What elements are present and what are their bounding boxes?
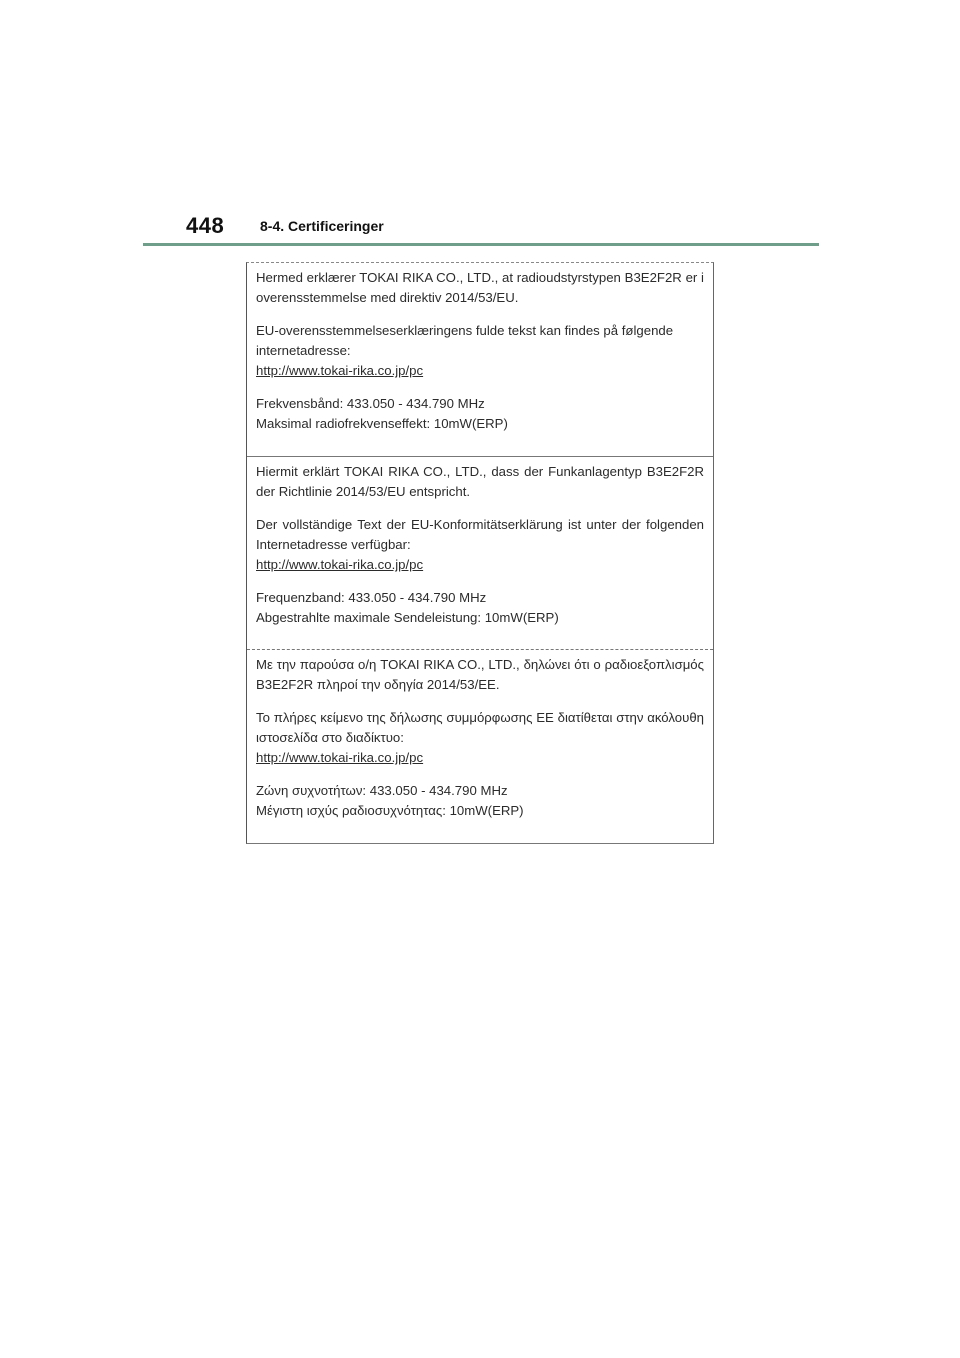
declaration-greek bbox=[247, 649, 713, 843]
declaration-url-link[interactable]: http://www.tokai-rika.co.jp/pc bbox=[256, 750, 424, 765]
declaration-fulltext-note: EU-overensstemmelseserklæringens fulde tekst kan findes på følgende internetadresse: bbox=[256, 323, 674, 358]
header-divider bbox=[143, 243, 819, 246]
max-power: Maksimal radiofrekvenseffekt: 10mW(ERP) bbox=[256, 416, 508, 431]
declaration-fulltext-note: Der vollständige Text der EU-Konformitätserklärung ist unter der folgenden Internetadresse verfügbar: bbox=[256, 517, 704, 552]
declaration-statement: Hermed erklærer TOKAI RIKA CO., LTD., at radioudstyrstypen B3E2F2R er i overensstemmelse med direktiv 2014/53/EU. bbox=[256, 270, 704, 305]
section-title: 8-4. Certificeringer bbox=[260, 218, 384, 234]
certification-table bbox=[246, 262, 714, 844]
page-header bbox=[0, 0, 960, 250]
declaration-statement: Με την παρούσα ο/η TOKAI RIKA CO., LTD., δηλώνει ότι ο ραδιοεξοπλισμός B3E2F2R πληροί την οδηγία 2014/53/ΕΕ. bbox=[256, 657, 704, 692]
frequency-band: Ζώνη συχνοτήτων: 433.050 - 434.790 MHz bbox=[256, 783, 508, 798]
frequency-band: Frequenzband: 433.050 - 434.790 MHz bbox=[256, 590, 487, 605]
declaration-url-link[interactable]: http://www.tokai-rika.co.jp/pc bbox=[256, 557, 424, 572]
frequency-band: Frekvensbånd: 433.050 - 434.790 MHz bbox=[256, 396, 485, 411]
declaration-url-link[interactable]: http://www.tokai-rika.co.jp/pc bbox=[256, 363, 424, 378]
page-number: 448 bbox=[186, 213, 225, 238]
max-power: Μέγιστη ισχύς ραδιοσυχνότητας: 10mW(ERP) bbox=[256, 803, 524, 818]
declaration-danish bbox=[247, 263, 713, 455]
declaration-statement: Hiermit erklärt TOKAI RIKA CO., LTD., dass der Funkanlagentyp B3E2F2R der Richtlinie 2014/53/EU entspricht. bbox=[256, 464, 704, 499]
declaration-german bbox=[247, 456, 713, 649]
declaration-fulltext-note: Το πλήρες κείμενο της δήλωσης συμμόρφωσης ΕΕ διατίθεται στην ακόλουθη ιστοσελίδα στο διαδίκτυο: bbox=[256, 710, 704, 745]
max-power: Abgestrahlte maximale Sendeleistung: 10mW(ERP) bbox=[256, 610, 559, 625]
